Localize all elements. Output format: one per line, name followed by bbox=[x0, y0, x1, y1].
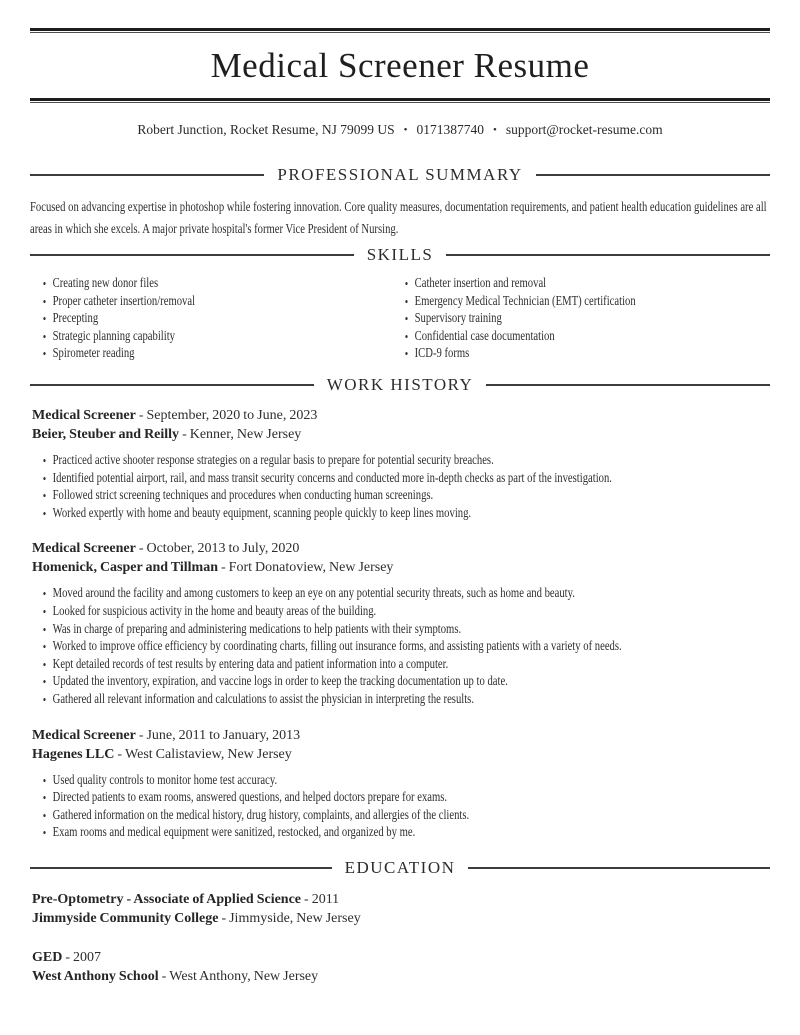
job-title: Medical Screener bbox=[32, 727, 136, 743]
contact-phone: 0171387740 bbox=[416, 122, 484, 137]
contact-email: support@rocket-resume.com bbox=[505, 122, 663, 137]
job-bullet: • Moved around the facility and among customers to keep an eye on any potential security threats, such as home and beauty. bbox=[42, 585, 782, 603]
job-company: Homenick, Casper and Tillman bbox=[32, 560, 218, 576]
job-bullet: • Directed patients to exam rooms, answered questions, and helped doctors prepare for exams. bbox=[42, 789, 782, 807]
dash-separator: - bbox=[161, 968, 167, 984]
job-bullet: • Updated the inventory, expiration, and vaccine logs in order to keep the tracking documentation up to date. bbox=[42, 673, 782, 691]
skills-columns bbox=[30, 275, 770, 363]
skill-item: • Spirometer reading bbox=[42, 345, 412, 363]
job-title-line bbox=[32, 406, 770, 425]
job-location: Kenner, New Jersey bbox=[189, 426, 302, 442]
education-entry bbox=[30, 890, 770, 928]
dash-separator: - bbox=[221, 910, 227, 926]
education-location: West Anthony, New Jersey bbox=[169, 968, 319, 984]
skills-column-right bbox=[400, 275, 770, 363]
dash-separator: - bbox=[138, 541, 144, 557]
job-bullet: • Gathered all relevant information and calculations to assist the physician in interpreting the results. bbox=[42, 691, 782, 709]
skill-item: • Proper catheter insertion/removal bbox=[42, 293, 412, 311]
job-bullet-list bbox=[42, 585, 782, 708]
contact-line bbox=[30, 121, 770, 139]
section-heading-education bbox=[30, 858, 770, 878]
heading-text-work-history: WORK HISTORY bbox=[326, 374, 474, 394]
job-entry bbox=[30, 726, 770, 842]
heading-rule-right bbox=[446, 254, 770, 256]
dash-separator: - bbox=[138, 407, 144, 423]
education-school: West Anthony School bbox=[32, 968, 159, 984]
skills-column-left bbox=[30, 275, 400, 363]
job-company-line bbox=[32, 558, 770, 577]
job-company-line bbox=[32, 745, 770, 764]
title-bottom-double-rule bbox=[30, 98, 770, 103]
heading-rule-left bbox=[30, 384, 314, 386]
resume-title: Medical Screener Resume bbox=[210, 46, 590, 85]
education-entry bbox=[30, 948, 770, 986]
job-bullet: • Kept detailed records of test results by entering data and patient information into a computer. bbox=[42, 656, 782, 674]
section-heading-work-history bbox=[30, 375, 770, 395]
heading-rule-left bbox=[30, 174, 264, 176]
heading-text-professional-summary: PROFESSIONAL SUMMARY bbox=[277, 165, 523, 184]
skill-item: • Confidential case documentation bbox=[404, 328, 774, 346]
education-year: 2007 bbox=[73, 949, 102, 965]
job-location: Fort Donatoview, New Jersey bbox=[228, 560, 394, 576]
education-school-line bbox=[32, 909, 770, 928]
job-title: Medical Screener bbox=[32, 541, 136, 557]
job-bullet: • Used quality controls to monitor home test accuracy. bbox=[42, 772, 782, 790]
skill-item: • Supervisory training bbox=[404, 310, 774, 328]
job-bullet: • Worked expertly with home and beauty equipment, scanning people quickly to keep lines moving. bbox=[42, 505, 782, 523]
contact-name-address: Robert Junction, Rocket Resume, NJ 79099 US bbox=[137, 122, 395, 137]
education-degree-line bbox=[32, 890, 770, 909]
skill-item: • ICD-9 forms bbox=[404, 345, 774, 363]
job-bullet-list bbox=[42, 772, 782, 842]
job-title-line bbox=[32, 539, 770, 558]
section-heading-professional-summary bbox=[30, 165, 770, 185]
skill-item: • Creating new donor files bbox=[42, 275, 412, 293]
job-bullet-list bbox=[42, 452, 782, 522]
job-bullet: • Followed strict screening techniques and procedures when conducting human screenings. bbox=[42, 487, 782, 505]
dash-separator: - bbox=[117, 746, 123, 762]
education-degree: GED bbox=[32, 949, 63, 965]
skills-list-right bbox=[404, 275, 774, 363]
job-title-line bbox=[32, 726, 770, 745]
heading-rule-left bbox=[30, 254, 354, 256]
heading-rule-right bbox=[468, 867, 770, 869]
heading-rule-left bbox=[30, 867, 332, 869]
heading-rule-right bbox=[486, 384, 770, 386]
job-bullet: • Practiced active shooter response strategies on a regular basis to prepare for potential security breaches. bbox=[42, 452, 782, 470]
job-bullet: • Worked to improve office efficiency by coordinating charts, filling out insurance forms, and assisting patients with a variety of needs. bbox=[42, 638, 782, 656]
education-school-line bbox=[32, 967, 770, 986]
job-entry bbox=[30, 406, 770, 522]
skill-item: • Strategic planning capability bbox=[42, 328, 412, 346]
skill-item: • Catheter insertion and removal bbox=[404, 275, 774, 293]
job-company-line bbox=[32, 425, 770, 444]
job-company: Beier, Steuber and Reilly bbox=[32, 426, 180, 442]
dash-separator: - bbox=[138, 727, 144, 743]
contact-separator-dot: • bbox=[492, 124, 497, 136]
job-dates: June, 2011 to January, 2013 bbox=[146, 727, 301, 743]
job-dates: September, 2020 to June, 2023 bbox=[146, 407, 318, 423]
heading-text-skills: SKILLS bbox=[366, 245, 434, 264]
summary-text: Focused on advancing expertise in photoshop while fostering innovation. Core quality measures, documentation requirements, and patient health education guidelines are all areas in which she excels. A major private hospital's former Vice President of Nursing. bbox=[30, 200, 767, 237]
education-year: 2011 bbox=[311, 891, 340, 907]
education-degree: Pre-Optometry - Associate of Applied Science bbox=[32, 891, 302, 907]
job-bullet: • Gathered information on the medical history, drug history, complaints, and allergies of the clients. bbox=[42, 807, 782, 825]
education-degree-line bbox=[32, 948, 770, 967]
dash-separator: - bbox=[65, 949, 71, 965]
job-bullet: • Was in charge of preparing and administering medications to help patients with their symptoms. bbox=[42, 621, 782, 639]
job-bullet: • Exam rooms and medical equipment were sanitized, restocked, and organized by me. bbox=[42, 824, 782, 842]
dash-separator: - bbox=[220, 560, 226, 576]
skill-item: • Emergency Medical Technician (EMT) certification bbox=[404, 293, 774, 311]
job-company: Hagenes LLC bbox=[32, 746, 115, 762]
job-dates: October, 2013 to July, 2020 bbox=[146, 541, 300, 557]
skill-item: • Precepting bbox=[42, 310, 412, 328]
heading-text-education: EDUCATION bbox=[344, 857, 456, 877]
section-heading-skills bbox=[30, 245, 770, 265]
job-title: Medical Screener bbox=[32, 407, 136, 423]
skills-list-left bbox=[42, 275, 412, 363]
contact-separator-dot: • bbox=[403, 124, 408, 136]
dash-separator: - bbox=[182, 426, 187, 442]
top-double-rule bbox=[30, 28, 770, 33]
education-location: Jimmyside, New Jersey bbox=[229, 910, 361, 926]
job-location: West Calistaview, New Jersey bbox=[125, 746, 292, 762]
dash-separator: - bbox=[304, 891, 309, 907]
education-school: Jimmyside Community College bbox=[32, 910, 219, 926]
job-entry bbox=[30, 539, 770, 708]
job-bullet: • Looked for suspicious activity in the home and beauty areas of the building. bbox=[42, 603, 782, 621]
heading-rule-right bbox=[536, 174, 770, 176]
job-bullet: • Identified potential airport, rail, and mass transit security concerns and conducted more in-depth checks as part of the investigation. bbox=[42, 470, 782, 488]
